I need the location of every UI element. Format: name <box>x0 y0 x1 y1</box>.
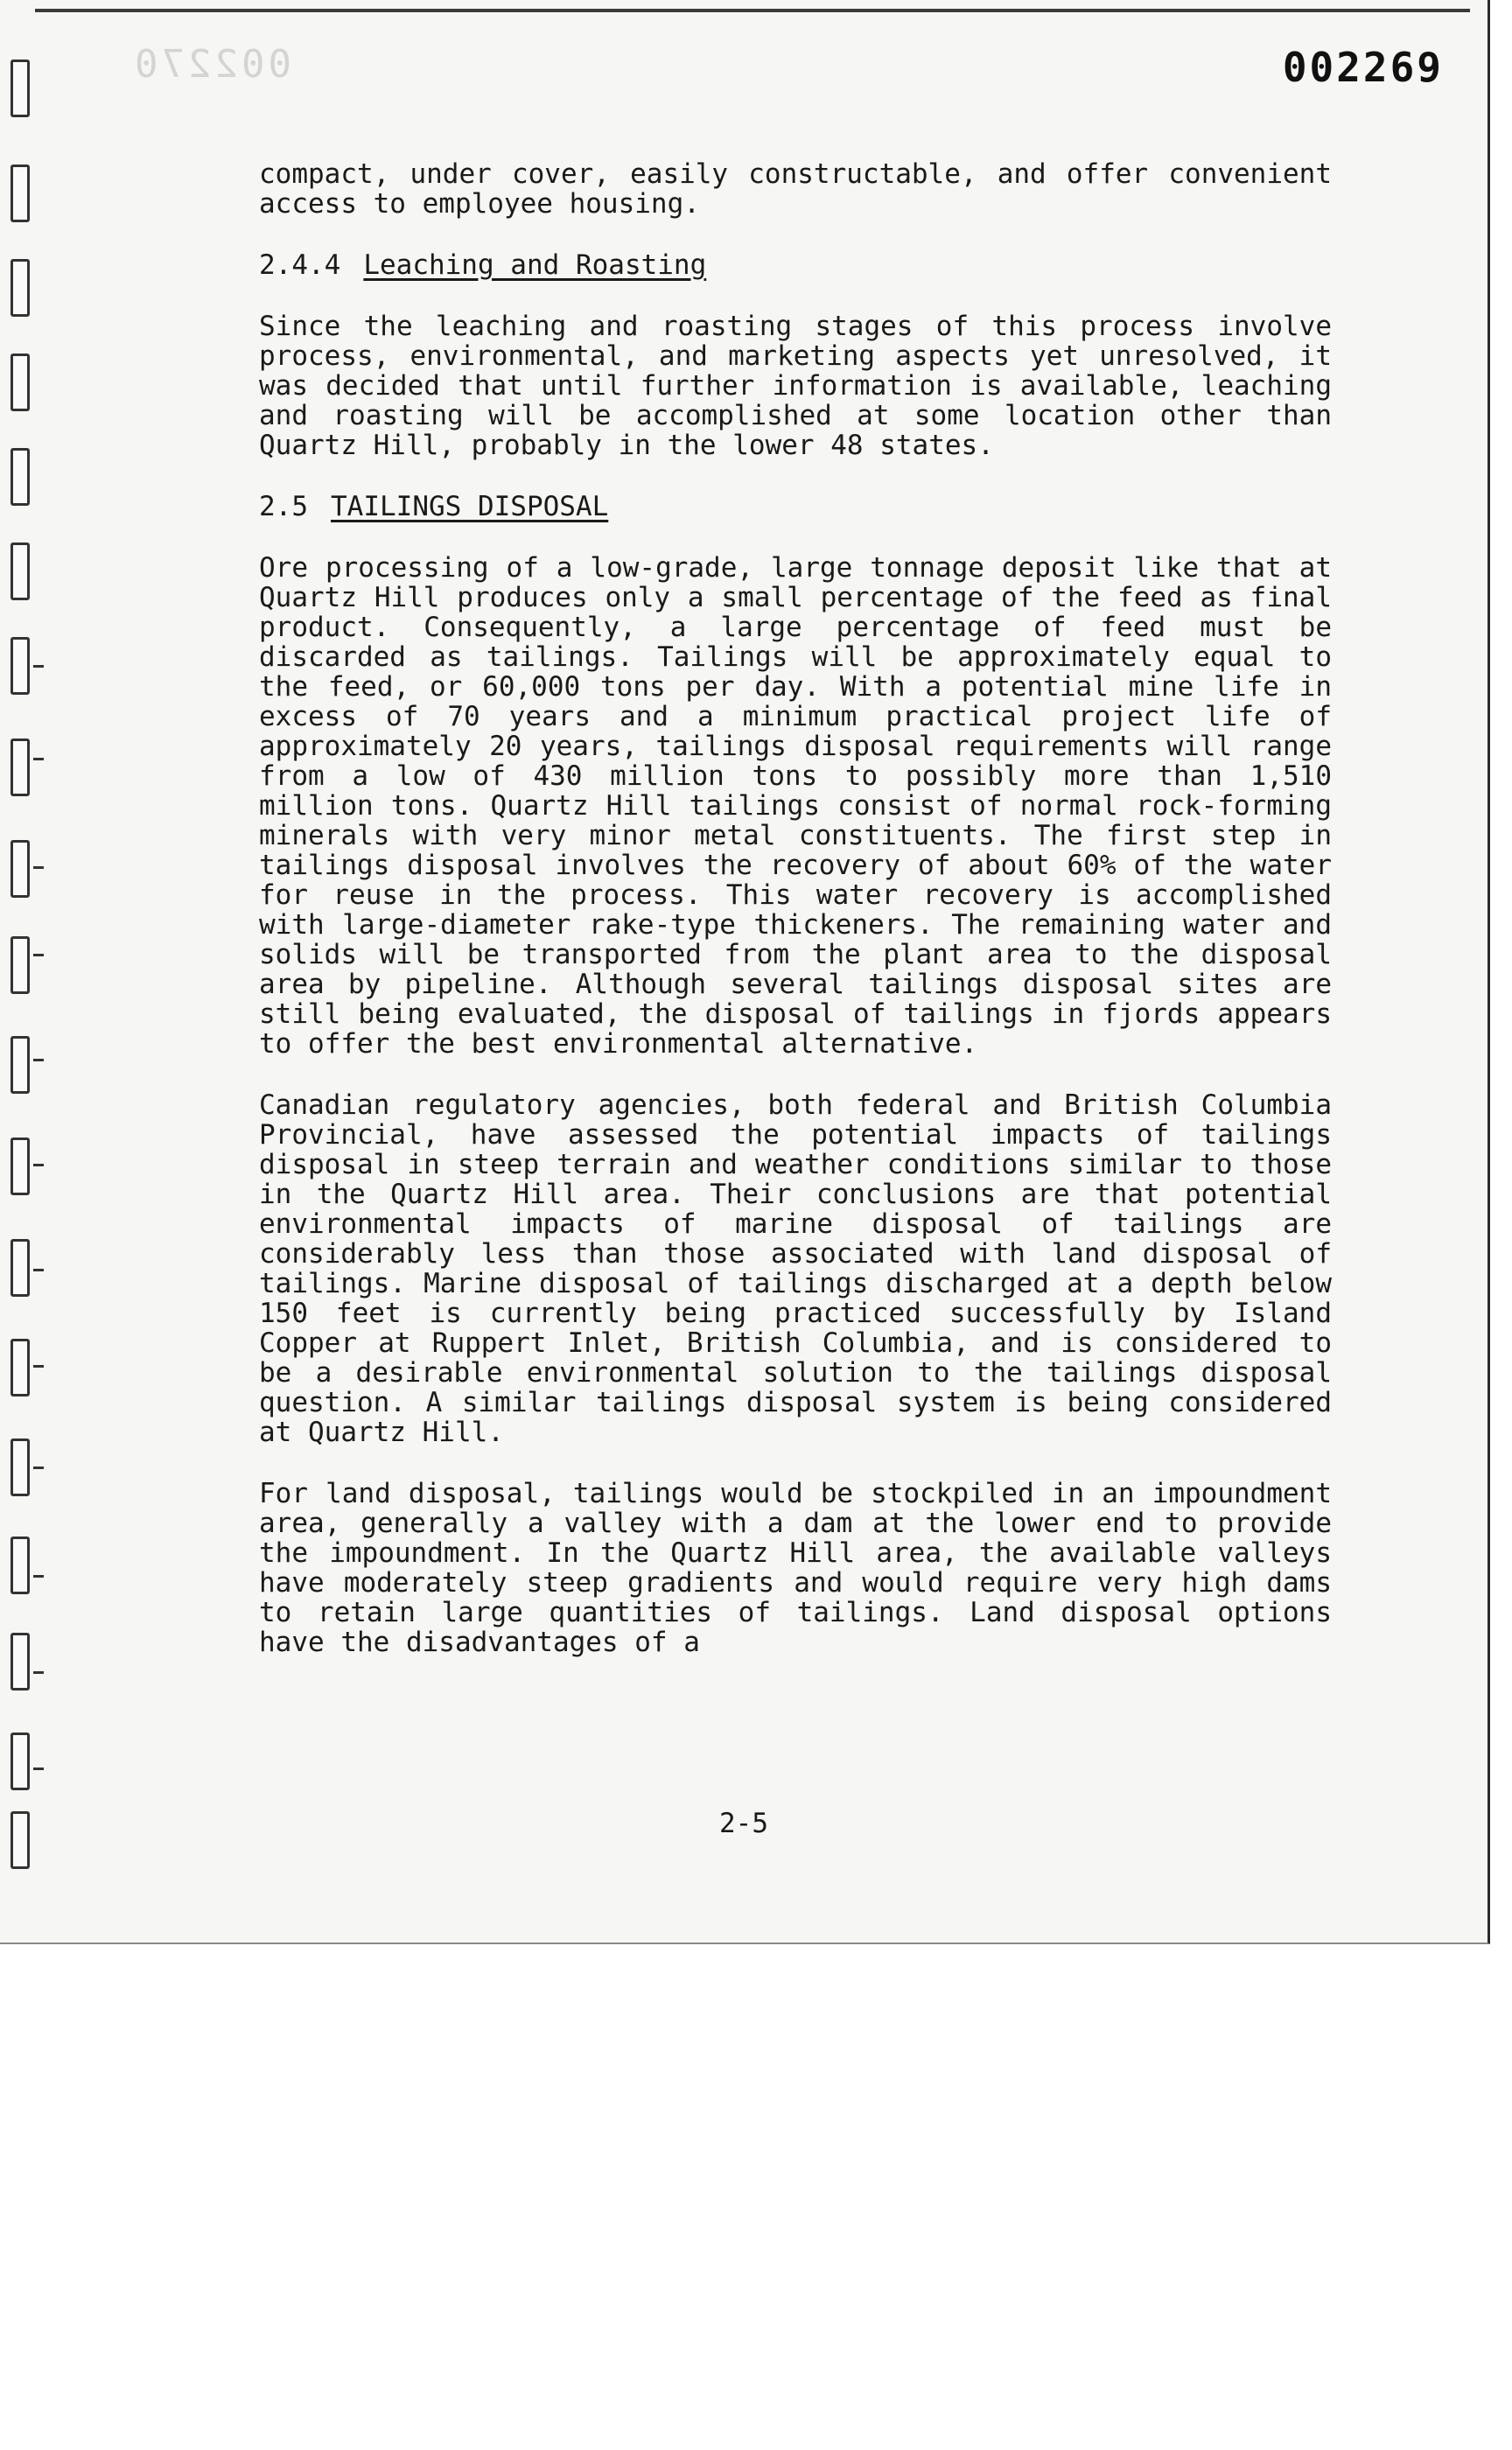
section-number: 2.4.4 <box>259 249 341 281</box>
binding-tick <box>33 758 44 760</box>
section-title: TAILINGS DISPOSAL <box>331 491 609 522</box>
binding-ring <box>10 1339 30 1396</box>
binding-ring <box>10 1732 30 1790</box>
binding-tick <box>33 954 44 956</box>
binding-ring <box>10 1536 30 1594</box>
page-number: 2-5 <box>719 1808 768 1839</box>
binding-ring <box>10 840 30 898</box>
section-heading-2-4-4 <box>259 250 1332 280</box>
section-title: Leaching and Roasting <box>363 249 707 281</box>
binding-ring <box>10 936 30 994</box>
page-body <box>259 159 1332 1689</box>
binding-tick <box>33 1269 44 1271</box>
page-top-edge <box>35 9 1470 12</box>
binding-tick <box>33 1575 44 1578</box>
binding-ring <box>10 164 30 222</box>
binding-ring <box>10 1138 30 1195</box>
binding-ring <box>10 637 30 695</box>
binding-tick <box>33 1671 44 1674</box>
binding-tick <box>33 1365 44 1368</box>
binding-ring <box>10 542 30 600</box>
binding-ring <box>10 60 30 117</box>
paragraph: Ore processing of a low-grade, large tonnage deposit like that at Quartz Hill produces only a small percentage of the feed as final product. Consequently, a large percentage of feed must be discarded as tailings. Tailings will be approximately equal to the feed, or 60,000 tons per day. With a potential mine life in excess of 70 years and a minimum practical project life of approximately 20 years, tailings disposal requirements will range from a low of 430 million tons to possibly more than 1,510 million tons. Quartz Hill tailings consist of normal rock-forming minerals with very minor metal constituents. The first step in tailings disposal involves the recovery of about 60% of the water for reuse in the process. This water recovery is accomplished with large-diameter rake-type thickeners. The remaining water and solids will be transported from the plant area to the disposal area by pipeline. Although several tailings disposal sites are still being evaluated, the disposal of tailings in fjords appears to offer the best environmental alternative. <box>259 552 1332 1060</box>
binding-tick <box>33 1768 44 1770</box>
binding-tick <box>33 1466 44 1469</box>
binding-ring <box>10 1036 30 1094</box>
paragraph: Canadian regulatory agencies, both federal and British Columbia Provincial, have assessed the potential impacts of tailings disposal in steep terrain and weather conditions similar to those in the Quartz Hill area. Their conclusions are that potential environmental impacts of marine disposal of tailings are considerably less than those associated with land disposal of tailings. Marine disposal of tailings discharged at a depth below 150 feet is currently being practiced successfully by Island Copper at Ruppert Inlet, British Columbia, and is considered to be a desirable environmental solution to the tailings disposal question. A similar tailings disposal system is being considered at Quartz Hill. <box>259 1089 1332 1448</box>
binding-tick <box>33 665 44 668</box>
paragraph: compact, under cover, easily constructable, and offer convenient access to employee housing. <box>259 158 1332 220</box>
binding-ring <box>10 259 30 317</box>
binding-tick <box>33 1164 44 1166</box>
binding-ring <box>10 354 30 411</box>
document-control-number: 002269 <box>1282 44 1444 91</box>
section-heading-2-5 <box>259 492 1332 522</box>
spiral-binding <box>0 52 61 1934</box>
binding-ring <box>10 738 30 796</box>
paragraph: Since the leaching and roasting stages of this process involve process, environmental, and marketing aspects yet unresolved, it was decided that until further information is available, leaching and roasting will be accomplished at some location other than Quartz Hill, probably in the lower 48 states. <box>259 311 1332 461</box>
binding-tick <box>33 866 44 869</box>
show-through-page-number: 002270 <box>131 42 291 87</box>
binding-ring <box>10 1633 30 1690</box>
binding-ring <box>10 1239 30 1297</box>
paragraph: For land disposal, tailings would be stockpiled in an impoundment area, generally a valley with a dam at the lower end to provide the impoundment. In the Quartz Hill area, the available valleys have moderately steep gradients and would require very high dams to retain large quantities of tailings. Land disposal options have the disadvantages of a <box>259 1478 1332 1658</box>
binding-ring <box>10 448 30 506</box>
binding-tick <box>33 1059 44 1061</box>
binding-ring <box>10 1438 30 1496</box>
section-number: 2.5 <box>259 491 308 522</box>
